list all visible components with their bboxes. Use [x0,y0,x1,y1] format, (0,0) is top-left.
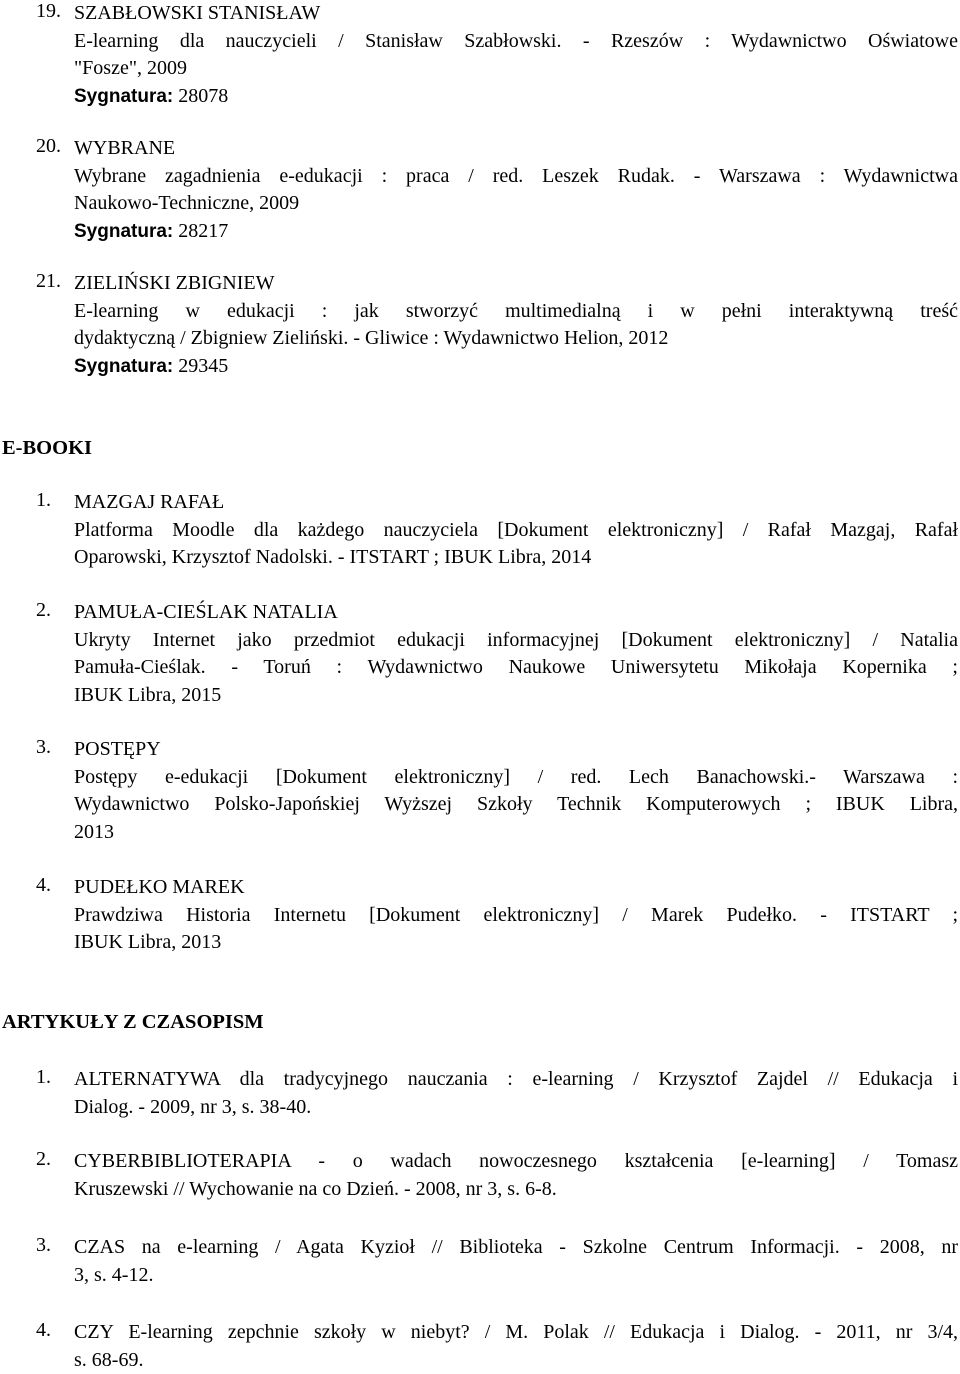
entry-line: ALTERNATYWA dla tradycyjnego nauczania : e-learning / Krzysztof Zajdel // Edukacja i [74,1066,958,1094]
entry-heading: MAZGAJ RAFAŁ [74,489,958,517]
entry-number: 2. [36,1148,72,1171]
entry-line: IBUK Libra, 2013 [74,929,958,957]
book-entry [36,270,958,380]
entry-number: 2. [36,599,72,622]
entry-line: CYBERBIBLIOTERAPIA - o wadach nowoczesnego kształcenia [e-learning] / Tomasz [74,1148,958,1176]
entry-line: 2013 [74,819,958,847]
entry-heading: POSTĘPY [74,736,958,764]
entry-number: 3. [36,736,72,759]
entry-heading: PAMUŁA-CIEŚLAK NATALIA [74,599,958,627]
entry-line: CZAS na e-learning / Agata Kyzioł // Biblioteka - Szkolne Centrum Informacji. - 2008, nr [74,1234,958,1262]
entry-line: Postępy e-edukacji [Dokument elektroniczny] / red. Lech Banachowski.- Warszawa : [74,764,958,792]
entry-number: 1. [36,1066,72,1089]
entry-line: Wybrane zagadnienia e-edukacji : praca / red. Leszek Rudak. - Warszawa : Wydawnictwa [74,163,958,191]
ebook-entry [36,874,958,957]
article-entry [36,1066,958,1121]
article-entry [36,1234,958,1289]
signature-value: 29345 [178,355,228,377]
entry-number: 19. [36,0,72,23]
entry-line: Ukryty Internet jako przedmiot edukacji informacyjnej [Dokument elektroniczny] / Natalia [74,627,958,655]
entry-number: 21. [36,270,72,293]
entry-line: Dialog. - 2009, nr 3, s. 38-40. [74,1094,958,1122]
entry-line: Kruszewski // Wychowanie na co Dzień. - 2008, nr 3, s. 6-8. [74,1176,958,1204]
entry-heading: WYBRANE [74,135,958,163]
entry-heading: ZIELIŃSKI ZBIGNIEW [74,270,958,298]
ebook-entry [36,489,958,572]
entry-number: 4. [36,874,72,897]
ebook-entry [36,599,958,709]
signature-value: 28078 [178,85,228,107]
entry-number: 3. [36,1234,72,1257]
entry-line: IBUK Libra, 2015 [74,682,958,710]
entry-line: Prawdziwa Historia Internetu [Dokument elektroniczny] / Marek Pudełko. - ITSTART ; [74,902,958,930]
book-entry [36,0,958,110]
signature-label: Sygnatura: [74,221,173,242]
signature-value: 28217 [178,220,228,242]
article-entry [36,1319,958,1374]
entry-number: 1. [36,489,72,512]
signature-label: Sygnatura: [74,86,173,107]
entry-line: 3, s. 4-12. [74,1262,958,1290]
entry-heading: PUDEŁKO MAREK [74,874,958,902]
entry-number: 20. [36,135,72,158]
article-entry [36,1148,958,1203]
section-title-articles: ARTYKUŁY Z CZASOPISM [2,1011,264,1034]
section-title-ebooks: E-BOOKI [2,437,92,460]
entry-line: Platforma Moodle dla każdego nauczyciela [Dokument elektroniczny] / Rafał Mazgaj, Rafał [74,517,958,545]
entry-line: Wydawnictwo Polsko-Japońskiej Wyższej Szkoły Technik Komputerowych ; IBUK Libra, [74,791,958,819]
book-entry [36,135,958,245]
entry-number: 4. [36,1319,72,1342]
entry-line: Pamuła-Cieślak. - Toruń : Wydawnictwo Naukowe Uniwersytetu Mikołaja Kopernika ; [74,654,958,682]
entry-line: CZY E-learning zepchnie szkoły w niebyt? / M. Polak // Edukacja i Dialog. - 2011, nr 3/4, [74,1319,958,1347]
entry-line: dydaktyczną / Zbigniew Zieliński. - Gliwice : Wydawnictwo Helion, 2012 [74,325,958,353]
entry-line: E-learning dla nauczycieli / Stanisław Szabłowski. - Rzeszów : Wydawnictwo Oświatowe [74,28,958,56]
entry-line: s. 68-69. [74,1347,958,1374]
entry-line: "Fosze", 2009 [74,55,958,83]
signature-line [74,218,958,246]
signature-label: Sygnatura: [74,356,173,377]
entry-line: Oparowski, Krzysztof Nadolski. - ITSTART ; IBUK Libra, 2014 [74,544,958,572]
ebook-entry [36,736,958,846]
signature-line [74,353,958,381]
entry-line: E-learning w edukacji : jak stworzyć multimedialną i w pełni interaktywną treść [74,298,958,326]
entry-line: Naukowo-Techniczne, 2009 [74,190,958,218]
signature-line [74,83,958,111]
entry-heading: SZABŁOWSKI STANISŁAW [74,0,958,28]
